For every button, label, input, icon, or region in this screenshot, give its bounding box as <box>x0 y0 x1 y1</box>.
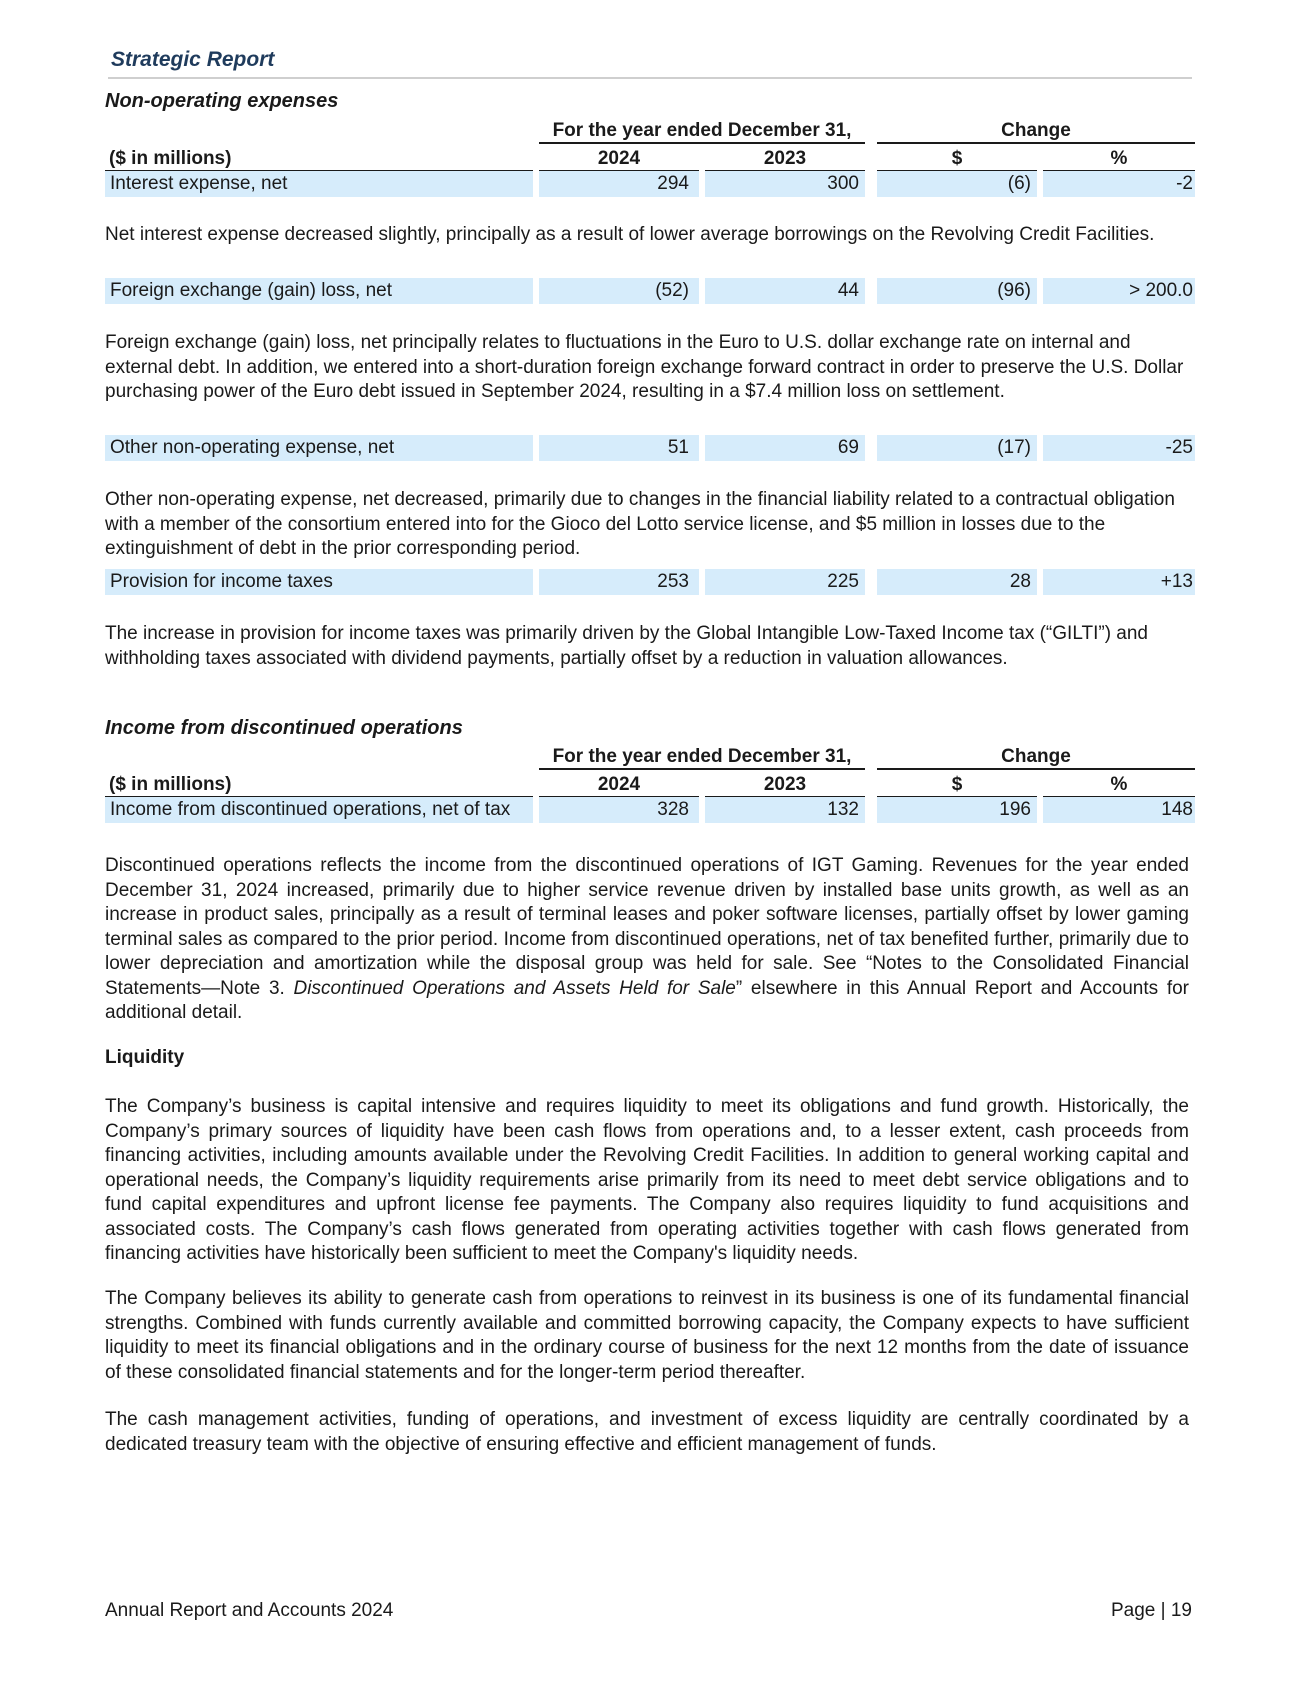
row-value-2023: 44 <box>705 278 865 304</box>
row-change-dollar: (17) <box>877 435 1037 461</box>
row-change-percent: > 200.0 <box>1043 278 1195 304</box>
section-heading-liquidity: Liquidity <box>105 1047 185 1068</box>
table-row-other-non-operating <box>105 435 1195 461</box>
group-header-period: For the year ended December 31, <box>539 116 865 144</box>
table-row-income-taxes <box>105 569 1195 595</box>
row-value-2023: 300 <box>705 171 865 197</box>
row-change-percent: +13 <box>1043 569 1195 595</box>
row-value-2024: 253 <box>539 569 699 595</box>
note-interest-expense: Net interest expense decreased slightly, principally as a result of lower average borrowings on the Revolving Credit Facilities. <box>105 224 1155 245</box>
note-reference-italic: Discontinued Operations and Assets Held for Sale <box>293 977 736 999</box>
discontinued-table <box>105 742 1195 798</box>
column-header-dollar: $ <box>877 770 1037 798</box>
column-header-label: ($ in millions) <box>105 770 533 798</box>
note-foreign-exchange: Foreign exchange (gain) loss, net principally relates to fluctuations in the Euro to U.S. dollar exchange rate on internal and external debt. In addition, we entered into a short-duration foreign exchange forward contract in order to preserve the U.S. Dollar purchasing power of the Euro debt issued in September 2024, resulting in a $7.4 million loss on settlement. <box>105 332 1184 402</box>
group-header-period: For the year ended December 31, <box>539 742 865 770</box>
row-change-dollar: (6) <box>877 171 1037 197</box>
row-change-percent: -2 <box>1043 171 1195 197</box>
column-header-2023: 2023 <box>705 770 865 798</box>
paragraph-discontinued <box>105 854 1189 1026</box>
table-group-header <box>105 116 1195 144</box>
row-change-percent: -25 <box>1043 435 1195 461</box>
table-column-header <box>105 144 1195 172</box>
row-value-2024: 328 <box>539 797 699 823</box>
paragraph-text-tail: ” elsewhere in this Annual Report and Accounts for additional detail. <box>105 977 1189 1023</box>
row-value-2024: 51 <box>539 435 699 461</box>
section-heading-non-operating: Non-operating expenses <box>105 90 339 112</box>
table-row-discontinued-income <box>105 797 1195 823</box>
column-header-percent: % <box>1043 770 1195 798</box>
row-label: Other non-operating expense, net <box>105 435 533 461</box>
footer-page-number: Page | 19 <box>1110 1600 1192 1621</box>
row-label: Income from discontinued operations, net of tax <box>105 797 533 823</box>
column-header-dollar: $ <box>877 144 1037 172</box>
row-change-dollar: 28 <box>877 569 1037 595</box>
column-header-2024: 2024 <box>539 144 699 172</box>
row-change-percent: 148 <box>1043 797 1195 823</box>
header-title: Strategic Report <box>111 48 275 71</box>
section-heading-discontinued: Income from discontinued operations <box>105 717 463 739</box>
row-label: Foreign exchange (gain) loss, net <box>105 278 533 304</box>
column-header-2024: 2024 <box>539 770 699 798</box>
row-value-2023: 69 <box>705 435 865 461</box>
liquidity-paragraph-2: The Company believes its ability to generate cash from operations to reinvest in its business is one of its fundamental financial strengths. Combined with funds currently available and committed borrowing capacity, the Company expects to have sufficient liquidity to meet its financial obligations and in the ordinary course of business for the next 12 months from the date of issuance of these consolidated financial statements and for the longer-term period thereafter. <box>105 1288 1189 1383</box>
note-other-non-operating: Other non-operating expense, net decreased, primarily due to changes in the financial liability related to a contractual obligation with a member of the consortium entered into for the Gioco del Lotto service license, and $5 million in losses due to the extinguishment of debt in the prior corresponding period. <box>105 489 1175 559</box>
non-operating-table <box>105 116 1195 172</box>
liquidity-paragraph-1: The Company’s business is capital intensive and requires liquidity to meet its obligations and fund growth. Historically, the Company’s primary sources of liquidity have been cash flows from operations and, to a lesser extent, cash proceeds from financing activities, including amounts available under the Revolving Credit Facilities. In addition to general working capital and operational needs, the Company’s liquidity requirements arise primarily from its need to meet debt service obligations and to fund capital expenditures and upfront license fee payments. The Company also requires liquidity to fund acquisitions and associated costs. The Company’s cash flows generated from operating activities together with cash flows generated from financing activities have historically been sufficient to meet the Company's liquidity needs. <box>105 1096 1189 1264</box>
row-label: Interest expense, net <box>105 171 533 197</box>
row-value-2023: 132 <box>705 797 865 823</box>
column-header-2023: 2023 <box>705 144 865 172</box>
column-header-percent: % <box>1043 144 1195 172</box>
group-header-change: Change <box>877 116 1195 144</box>
column-header-label: ($ in millions) <box>105 144 533 172</box>
note-income-taxes: The increase in provision for income taxes was primarily driven by the Global Intangible Low-Taxed Income tax (“GILTI”) and withholding taxes associated with dividend payments, partially offset by a reduction in valuation allowances. <box>105 623 1148 669</box>
paragraph-text: Discontinued operations reflects the income from the discontinued operations of IGT Gaming. Revenues for the year ended December 31, 2024 increased, primarily due to higher service revenue driven by installed base units growth, as well as an increase in product sales, principally as a result of terminal leases and poker software licenses, partially offset by lower gaming terminal sales as compared to the prior period. Income from discontinued operations, net of tax benefited further, primarily due to lower depreciation and amortization while the disposal group was held for sale. See “Notes to the Consolidated Financial Statements—Note 3. <box>105 855 1189 999</box>
row-value-2024: 294 <box>539 171 699 197</box>
footer-report-title: Annual Report and Accounts 2024 <box>105 1600 394 1621</box>
table-row-interest-expense <box>105 171 1195 197</box>
table-column-header <box>105 770 1195 798</box>
row-label: Provision for income taxes <box>105 569 533 595</box>
group-header-change: Change <box>877 742 1195 770</box>
table-row-foreign-exchange <box>105 278 1195 304</box>
liquidity-paragraph-3: The cash management activities, funding of operations, and investment of excess liquidity are centrally coordinated by a dedicated treasury team with the objective of ensuring effective and efficient management of funds. <box>105 1409 1189 1455</box>
row-value-2024: (52) <box>539 278 699 304</box>
header-rule <box>108 77 1192 79</box>
row-change-dollar: 196 <box>877 797 1037 823</box>
table-group-header <box>105 742 1195 770</box>
row-change-dollar: (96) <box>877 278 1037 304</box>
row-value-2023: 225 <box>705 569 865 595</box>
